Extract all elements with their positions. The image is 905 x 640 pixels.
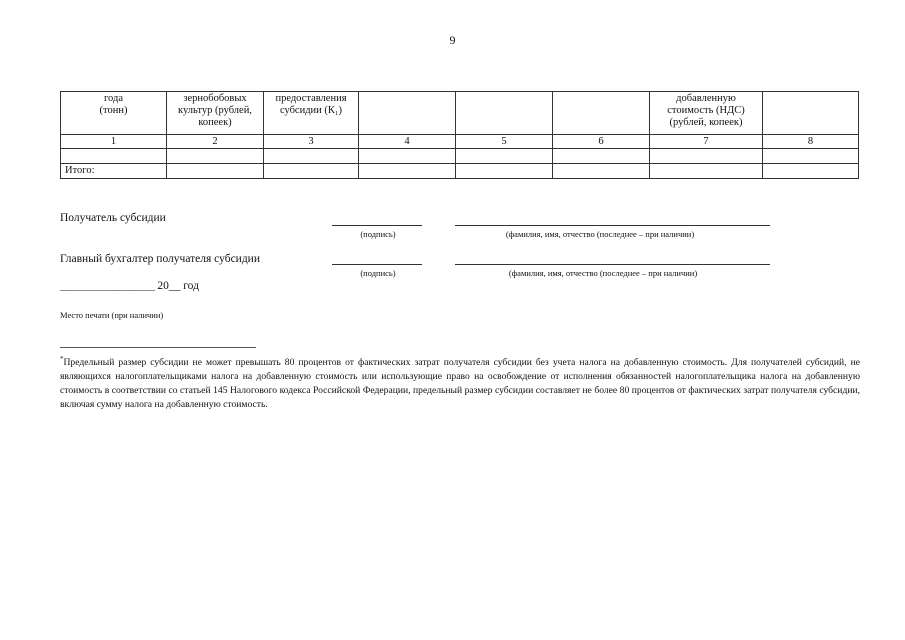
recipient-label: Получатель субсидии (60, 212, 166, 224)
table-cell (456, 149, 553, 164)
footnote-text: Предельный размер субсидии не может превышать 80 процентов от фактических затрат получателя субсидии без учета налога на добавленную стоимость. Для получателей субсидий, не являющихся налогоплательщиками налога на добавленную стоимость или использующие право на освобождение от исполнения обязанностей налогоплательщика налога на добавленную стоимость в соответствии со статьей 145 Налогового кодекса Российской Федерации, предельный размер субсидии составляет не более 80 процентов от фактических затрат получателя субсидии, включая сумму налога на добавленную стоимость. (60, 357, 860, 411)
accountant-name-line (455, 264, 770, 265)
header-cell (264, 92, 359, 135)
header-cell-text: года (тонн) (99, 93, 128, 116)
column-number: 1 (61, 135, 167, 149)
date-blank: __________________ (60, 280, 155, 292)
table-cell (61, 149, 167, 164)
column-number: 3 (264, 135, 359, 149)
column-number: 8 (763, 135, 859, 149)
footnote-marker: * (60, 355, 64, 363)
table-cell (650, 149, 763, 164)
column-number: 4 (359, 135, 456, 149)
column-number: 2 (167, 135, 264, 149)
date-line (60, 280, 199, 292)
table-cell (167, 164, 264, 179)
signature-caption: (подпись) (360, 229, 396, 239)
header-cell-text: зернобобовых культур (рублей, копеек) (178, 93, 252, 128)
header-cell (61, 92, 167, 135)
header-cell (553, 92, 650, 135)
table-cell (167, 149, 264, 164)
table-cell (763, 149, 859, 164)
total-label: Итого: (61, 164, 167, 179)
table-cell (650, 164, 763, 179)
subsidy-table (60, 91, 859, 179)
column-number: 7 (650, 135, 763, 149)
signature-caption: (подпись) (360, 268, 396, 278)
column-number: 5 (456, 135, 553, 149)
table-cell (264, 164, 359, 179)
accountant-label: Главный бухгалтер получателя субсидии (60, 253, 260, 265)
year-suffix: год (183, 280, 199, 292)
header-cell (763, 92, 859, 135)
header-cell-text: предоставления субсидии (К₁) (275, 93, 347, 116)
table-cell (763, 164, 859, 179)
table-row (61, 149, 859, 164)
table-cell (553, 164, 650, 179)
table-cell (359, 164, 456, 179)
table-cell (359, 149, 456, 164)
total-row (61, 164, 859, 179)
stamp-place: Место печати (при наличии) (60, 310, 164, 320)
footnote (60, 352, 860, 412)
header-cell (359, 92, 456, 135)
header-cell (456, 92, 553, 135)
recipient-name-line (455, 225, 770, 226)
accountant-signature-line (332, 264, 422, 265)
header-cell-text: добавленную стоимость (НДС) (рублей, копеек) (667, 93, 745, 128)
year-prefix: 20__ (157, 280, 181, 292)
name-caption: (фамилия, имя, отчество (последнее – при наличии) (508, 268, 698, 278)
page-number: 9 (449, 33, 456, 47)
footnote-separator (60, 347, 256, 348)
recipient-signature-line (332, 225, 422, 226)
table-cell (553, 149, 650, 164)
name-caption: (фамилия, имя, отчество (последнее – при наличии) (505, 229, 695, 239)
table-cell (264, 149, 359, 164)
column-number: 6 (553, 135, 650, 149)
table-header-row (61, 92, 859, 135)
table-cell (456, 164, 553, 179)
header-cell (650, 92, 763, 135)
header-cell (167, 92, 264, 135)
column-number-row (61, 135, 859, 149)
